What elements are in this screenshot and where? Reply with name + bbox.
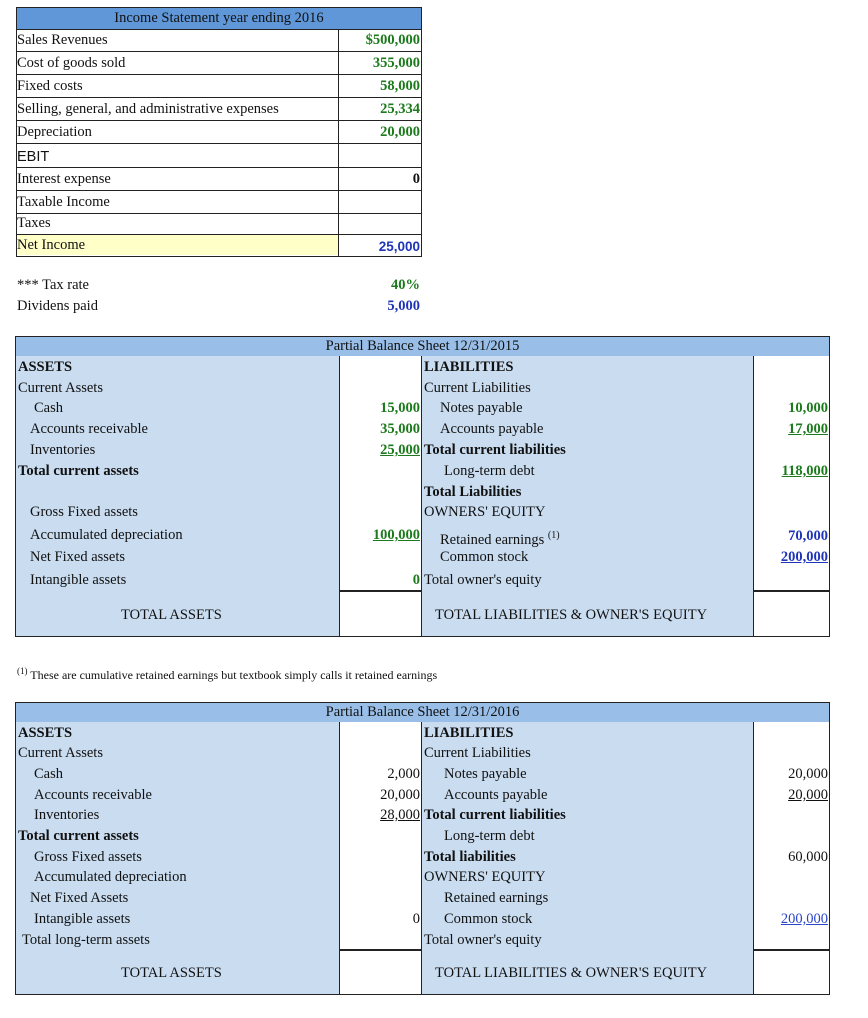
notes-payable-value[interactable]: 10,000 bbox=[788, 400, 828, 416]
ltd-value[interactable]: 118,000 bbox=[781, 463, 828, 479]
accounts-payable-label: Accounts payable bbox=[444, 787, 548, 803]
total-assets-label: TOTAL ASSETS bbox=[121, 607, 222, 623]
row-label: Fixed costs bbox=[17, 78, 83, 94]
accounts-payable-value[interactable]: 20,000 bbox=[788, 787, 828, 803]
total-current-assets-label: Total current assets bbox=[18, 463, 139, 479]
current-liabilities-label: Current Liabilities bbox=[424, 380, 531, 396]
total-owners-equity-label: Total owner's equity bbox=[424, 932, 542, 948]
liabilities-header: LIABILITIES bbox=[424, 359, 514, 375]
row-label: Cost of goods sold bbox=[17, 55, 126, 71]
bs2016-title: Partial Balance Sheet 12/31/2016 bbox=[15, 702, 830, 723]
table-row bbox=[16, 52, 422, 75]
intangible-value[interactable]: 0 bbox=[412, 911, 420, 927]
depreciation-value[interactable]: 20,000 bbox=[380, 124, 420, 140]
fixed-costs-value[interactable]: 58,000 bbox=[380, 78, 420, 94]
net-fixed-label: Net Fixed Assets bbox=[30, 890, 129, 906]
row-label: Net Income bbox=[17, 237, 86, 253]
tax-rate-value[interactable]: 40% bbox=[391, 277, 420, 293]
current-assets-label: Current Assets bbox=[18, 745, 103, 761]
table-row bbox=[16, 121, 422, 144]
net-fixed-label: Net Fixed assets bbox=[30, 549, 126, 565]
total-liabilities-label: Total Liabilities bbox=[424, 484, 522, 500]
total-liabilities-value[interactable]: 60,000 bbox=[788, 849, 828, 865]
sales-revenues-value[interactable]: $500,000 bbox=[365, 32, 420, 48]
table-row bbox=[16, 191, 422, 214]
table-row bbox=[16, 168, 422, 191]
bs2016-assets-values-panel bbox=[340, 722, 421, 994]
common-stock-value[interactable]: 200,000 bbox=[780, 911, 828, 927]
cogs-value[interactable]: 355,000 bbox=[372, 55, 420, 71]
total-current-assets-label: Total current assets bbox=[18, 828, 139, 844]
accounts-payable-value[interactable]: 17,000 bbox=[788, 421, 828, 437]
table-row bbox=[16, 144, 422, 168]
ar-label: Accounts receivable bbox=[30, 421, 148, 437]
accum-dep-label: Accumulated depreciation bbox=[30, 527, 183, 543]
common-stock-label: Common stock bbox=[440, 549, 529, 565]
inventories-value[interactable]: 25,000 bbox=[380, 442, 420, 458]
inventories-label: Inventories bbox=[30, 442, 96, 458]
total-current-liabilities-label: Total current liabilities bbox=[424, 807, 566, 823]
row-label: Depreciation bbox=[17, 124, 92, 140]
sga-value[interactable]: 25,334 bbox=[380, 101, 420, 117]
interest-expense-value[interactable]: 0 bbox=[412, 171, 420, 187]
intangible-label: Intangible assets bbox=[30, 572, 127, 588]
row-label: Taxes bbox=[17, 215, 51, 231]
gross-fixed-label: Gross Fixed assets bbox=[34, 849, 142, 865]
accum-dep-label: Accumulated depreciation bbox=[34, 869, 187, 885]
total-liab-equity-label: TOTAL LIABILITIES & OWNER'S EQUITY bbox=[435, 965, 708, 981]
accum-dep-value[interactable]: 100,000 bbox=[372, 527, 420, 543]
assets-header: ASSETS bbox=[18, 359, 73, 375]
ar-label: Accounts receivable bbox=[34, 787, 152, 803]
dividends-label: Dividens paid bbox=[17, 298, 98, 314]
gross-fixed-label: Gross Fixed assets bbox=[30, 504, 138, 520]
row-label: Selling, general, and administrative expenses bbox=[17, 101, 279, 117]
cash-label: Cash bbox=[34, 400, 63, 416]
footnote bbox=[17, 661, 437, 685]
ltd-label: Long-term debt bbox=[444, 463, 535, 479]
row-label: EBIT bbox=[17, 149, 50, 165]
ltd-label: Long-term debt bbox=[444, 828, 535, 844]
total-current-liabilities-label: Total current liabilities bbox=[424, 442, 566, 458]
owners-equity-label: OWNERS' EQUITY bbox=[424, 869, 546, 885]
notes-payable-value[interactable]: 20,000 bbox=[788, 766, 828, 782]
total-lt-assets-label: Total long-term assets bbox=[22, 932, 150, 948]
common-stock-value[interactable]: 200,000 bbox=[780, 549, 828, 565]
row-label: Taxable Income bbox=[17, 194, 110, 210]
tax-rate-label: *** Tax rate bbox=[17, 277, 89, 293]
inventories-label: Inventories bbox=[34, 807, 100, 823]
ar-value[interactable]: 20,000 bbox=[380, 787, 420, 803]
assets-header: ASSETS bbox=[18, 725, 73, 741]
liabilities-header: LIABILITIES bbox=[424, 725, 514, 741]
footnote-text: These are cumulative retained earnings but textbook simply calls it retained earnings bbox=[30, 668, 438, 682]
owners-equity-label: OWNERS' EQUITY bbox=[424, 504, 546, 520]
notes-payable-label: Notes payable bbox=[444, 766, 527, 782]
current-assets-label: Current Assets bbox=[18, 380, 103, 396]
intangible-label: Intangible assets bbox=[34, 911, 131, 927]
footnote-marker: (1) bbox=[547, 530, 560, 541]
row-label: Interest expense bbox=[17, 171, 111, 187]
bs2015-title: Partial Balance Sheet 12/31/2015 bbox=[15, 336, 830, 357]
total-liab-equity-label: TOTAL LIABILITIES & OWNER'S EQUITY bbox=[435, 607, 708, 623]
bs2015-assets-panel bbox=[16, 356, 339, 636]
dividends-value[interactable]: 5,000 bbox=[387, 298, 420, 314]
total-owners-equity-label: Total owner's equity bbox=[424, 572, 542, 588]
cash-value[interactable]: 15,000 bbox=[380, 400, 420, 416]
table-row bbox=[16, 212, 422, 235]
footnote-marker: (1) bbox=[17, 666, 28, 676]
income-statement-title: Income Statement year ending 2016 bbox=[16, 7, 422, 30]
inventories-value[interactable]: 28,000 bbox=[380, 807, 420, 823]
table-row bbox=[16, 75, 422, 98]
retained-earnings-text: Retained earnings bbox=[440, 531, 545, 548]
table-row bbox=[16, 29, 422, 52]
notes-payable-label: Notes payable bbox=[440, 400, 523, 416]
cash-value[interactable]: 2,000 bbox=[387, 766, 420, 782]
retained-earnings-label: Retained earnings bbox=[444, 890, 549, 906]
row-label: Sales Revenues bbox=[17, 32, 108, 48]
cash-label: Cash bbox=[34, 766, 63, 782]
total-assets-label: TOTAL ASSETS bbox=[121, 965, 222, 981]
net-income-value[interactable]: 25,000 bbox=[378, 239, 420, 254]
ar-value[interactable]: 35,000 bbox=[380, 421, 420, 437]
table-row bbox=[16, 98, 422, 121]
current-liabilities-label: Current Liabilities bbox=[424, 745, 531, 761]
common-stock-label: Common stock bbox=[444, 911, 533, 927]
retained-earnings-value[interactable]: 70,000 bbox=[788, 528, 828, 544]
total-liabilities-label: Total liabilities bbox=[424, 849, 516, 865]
intangible-value[interactable]: 0 bbox=[412, 572, 420, 588]
table-row bbox=[16, 234, 422, 256]
accounts-payable-label: Accounts payable bbox=[440, 421, 544, 437]
